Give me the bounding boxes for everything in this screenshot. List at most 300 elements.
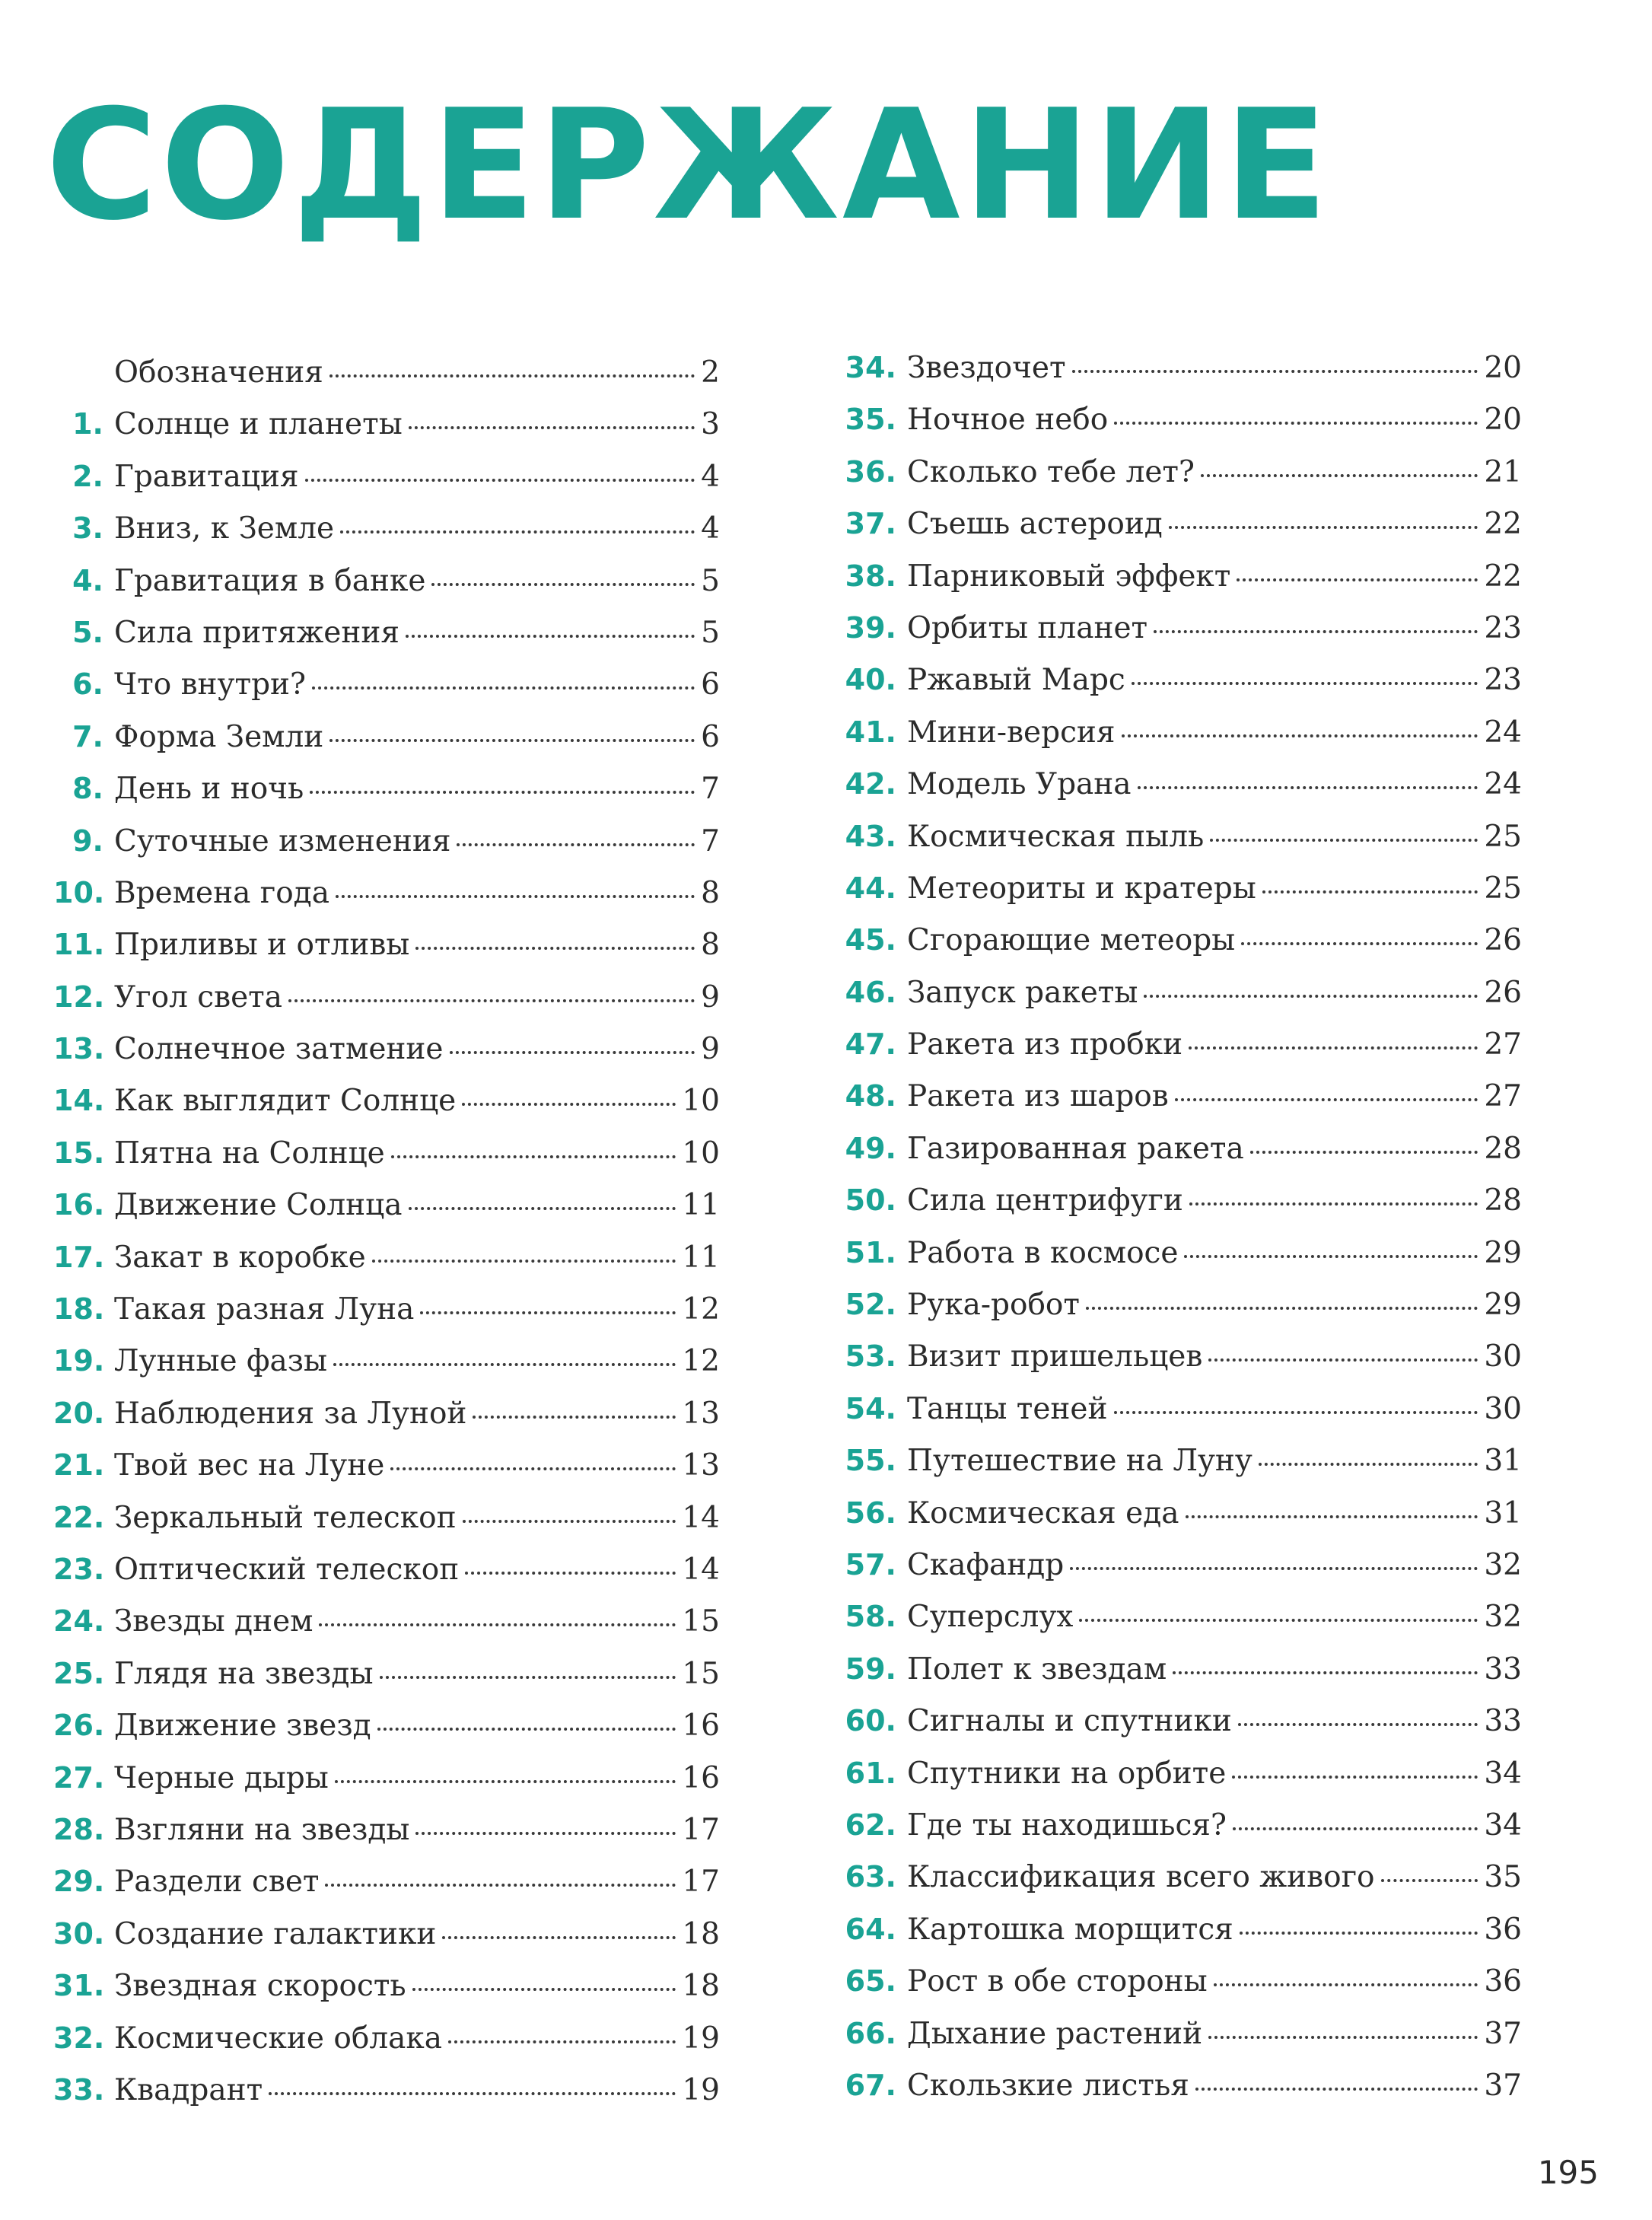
toc-entry-number: 63. [845,1860,896,1894]
dot-leader [1262,890,1479,893]
toc-entry-title: Ночное небо [907,403,1109,438]
toc-entry-title: Обозначения [114,355,323,390]
toc-entry-number: 32. [53,2021,105,2055]
toc-entry-title: Солнечное затмение [114,1032,444,1067]
toc-entry[interactable] [53,460,720,511]
toc-entry[interactable] [53,1865,720,1916]
toc-entry[interactable] [837,976,1522,1027]
toc-entry-number: 4. [72,563,103,597]
dot-leader [329,374,695,377]
toc-entry-number: 28. [53,1812,105,1846]
toc-entry-number: 10. [53,875,105,909]
toc-entry-title: Съешь астероид [907,507,1163,542]
toc-entry-number: 2. [72,459,103,493]
toc-entry-title: Рука-робот [907,1288,1080,1323]
toc-entry[interactable] [53,1657,720,1709]
toc-entry-title: Газированная ракета [907,1131,1244,1166]
toc-entry-page: 18 [682,1916,720,1951]
toc-entry[interactable] [53,1553,720,1604]
toc-entry[interactable] [53,1501,720,1553]
dot-leader [1070,1567,1478,1570]
toc-entry-number: 39. [845,610,896,645]
toc-entry-page: 29 [1484,1288,1522,1323]
toc-entry-title: Форма Земли [114,719,324,754]
toc-entry-title: Времена года [114,875,329,910]
toc-entry-number: 48. [845,1079,896,1113]
toc-entry-number: 14. [53,1084,105,1118]
toc-entry-number: 53. [845,1339,896,1374]
toc-entry-number: 44. [845,871,896,905]
toc-entry-page: 23 [1484,610,1522,645]
toc-entry-page: 26 [1484,975,1522,1010]
toc-entry-number: 54. [845,1391,896,1425]
toc-entry-title: Звездочет [907,351,1066,385]
toc-entry[interactable] [53,1709,720,1760]
toc-entry-title: Оптический телескоп [114,1552,460,1587]
toc-entry-title: Суперслух [907,1600,1074,1635]
toc-entry-number: 26. [53,1709,105,1743]
toc-entry-number: 7. [72,719,103,753]
toc-entry-title: Сила центрифуги [907,1183,1183,1218]
toc-entry[interactable] [837,559,1522,611]
dot-leader [1132,682,1479,685]
dot-leader [1232,1776,1478,1779]
toc-entry-title: Сгорающие метеоры [907,923,1236,958]
toc-entry-page: 27 [1484,1079,1522,1114]
toc-entry[interactable] [837,767,1522,819]
dot-leader [1259,1463,1478,1466]
toc-entry[interactable] [837,715,1522,767]
dot-leader [336,895,695,898]
dot-leader [462,1103,676,1106]
toc-entry-page: 7 [701,772,720,807]
toc-entry-number: 20. [53,1396,105,1430]
toc-entry-number: 30. [53,1916,105,1951]
toc-entry-number: 34. [845,351,896,384]
dot-leader [1154,630,1478,633]
toc-entry-number: 52. [845,1288,896,1322]
toc-entry-number: 51. [845,1235,896,1269]
dot-leader [431,583,695,586]
toc-entry[interactable] [53,1188,720,1240]
toc-entry-title: Сколько тебе лет? [907,454,1195,489]
toc-entry-title: Движение звезд [114,1709,371,1744]
dot-leader [465,1572,676,1575]
toc-entry[interactable] [837,1913,1522,1964]
toc-entry-title: Движение Солнца [114,1188,403,1223]
toc-entry[interactable] [837,1444,1522,1495]
toc-entry-number: 9. [72,823,103,858]
toc-entry-number: 5. [72,615,103,649]
toc-entry-title: Раздели свет [114,1865,320,1900]
toc-entry[interactable] [837,1964,1522,2016]
toc-entry-page: 25 [1484,819,1522,854]
toc-entry-number: 62. [845,1808,896,1842]
toc-entry-title: Путешествие на Луну [907,1444,1253,1479]
toc-entry-number: 27. [53,1760,105,1795]
dot-leader [473,1416,676,1419]
dot-leader [442,1936,676,1939]
toc-entry-title: Звездная скорость [114,1969,406,2004]
toc-left-column [53,355,720,2125]
dot-leader [1250,1151,1479,1154]
toc-entry[interactable] [837,611,1522,663]
toc-entry-page: 33 [1484,1704,1522,1739]
toc-entry[interactable] [53,1344,720,1396]
page-title: СОДЕРЖАНИЕ [46,77,1332,254]
toc-entry[interactable] [837,871,1522,923]
toc-entry-number: 42. [845,767,896,801]
toc-entry-page: 10 [682,1084,720,1119]
toc-entry-page: 27 [1484,1027,1522,1062]
toc-entry-title: Гравитация [114,459,299,494]
toc-entry-title: Визит пришельцев [907,1339,1203,1374]
toc-entry[interactable] [837,1339,1522,1391]
toc-entry-number: 58. [845,1600,896,1634]
toc-entry-number: 41. [845,715,896,749]
toc-entry-number: 40. [845,663,896,697]
dot-leader [1195,2088,1479,2091]
toc-entry-number: 36. [845,454,896,489]
toc-entry[interactable] [837,1860,1522,1912]
toc-entry-page: 12 [682,1292,720,1327]
toc-entry-number: 57. [845,1547,896,1581]
dot-leader [406,635,695,638]
toc-entry-title: Картошка морщится [907,1912,1233,1947]
toc-entry[interactable] [53,2021,720,2073]
dot-leader [1144,995,1478,998]
toc-entry[interactable] [53,616,720,667]
dot-leader [1072,370,1479,373]
toc-entry-page: 37 [1484,2016,1522,2051]
toc-entry[interactable] [837,1600,1522,1651]
toc-entry-number: 67. [845,2068,896,2102]
dot-leader [1114,422,1478,425]
toc-entry-title: Сила притяжения [114,615,399,650]
toc-entry[interactable] [837,1704,1522,1756]
toc-entry-page: 8 [701,875,720,910]
toc-entry-title: Спутники на орбите [907,1756,1227,1791]
toc-entry-number: 61. [845,1756,896,1790]
toc-entry-number: 60. [845,1704,896,1738]
dot-leader [1114,1411,1479,1414]
toc-entry-number: 65. [845,1964,896,1999]
toc-entry-number: 17. [53,1240,105,1274]
dot-leader [1122,734,1479,737]
dot-leader [1208,2036,1478,2039]
dot-leader [380,1676,676,1679]
toc-entry-page: 23 [1484,663,1522,698]
dot-leader [288,999,695,1002]
toc-entry[interactable] [837,1548,1522,1600]
toc-entry-page: 7 [701,823,720,858]
toc-entry-title: Что внутри? [114,667,306,702]
toc-entry-title: Полет к звездам [907,1651,1167,1686]
toc-entry-title: Как выглядит Солнце [114,1084,457,1119]
dot-leader [415,1832,676,1835]
toc-entry[interactable] [53,1969,720,2021]
toc-entry[interactable] [837,1757,1522,1808]
toc-entry-page: 20 [1484,403,1522,438]
dot-leader [319,1623,676,1626]
toc-entry[interactable] [53,980,720,1032]
toc-entry[interactable] [837,1236,1522,1288]
toc-entry[interactable] [53,720,720,772]
toc-entry-page: 32 [1484,1600,1522,1635]
toc-entry-page: 37 [1484,2068,1522,2103]
toc-entry[interactable] [837,1079,1522,1131]
toc-entry-page: 22 [1484,507,1522,542]
toc-entry-title: Метеориты и кратеры [907,871,1256,906]
toc-entry-title: Твой вес на Луне [114,1448,385,1483]
toc-entry[interactable] [837,403,1522,454]
toc-entry-title: Космические облака [114,2021,442,2056]
toc-entry-number: 66. [845,2016,896,2050]
toc-entry-page: 20 [1484,351,1522,385]
toc-entry-number: 18. [53,1292,105,1327]
toc-entry-page: 15 [682,1656,720,1691]
toc-entry-number: 8. [72,772,103,806]
toc-entry-page: 34 [1484,1808,1522,1843]
toc-entry-page: 19 [682,2021,720,2056]
dot-leader [340,530,695,534]
toc-entry[interactable] [53,564,720,616]
toc-entry-page: 14 [682,1500,720,1535]
toc-entry-number: 13. [53,1032,105,1066]
toc-entry-page: 25 [1484,871,1522,906]
toc-entry-title: Закат в коробке [114,1240,366,1275]
toc-entry-number: 56. [845,1495,896,1530]
toc-entry-page: 21 [1484,454,1522,489]
toc-entry-number: 31. [53,1969,105,2003]
toc-entry-page: 26 [1484,923,1522,958]
toc-entry[interactable] [837,1288,1522,1339]
dot-leader [1138,786,1479,789]
toc-entry[interactable] [837,507,1522,559]
toc-entry-title: Дыхание растений [907,2016,1203,2051]
dot-leader [1208,1358,1478,1362]
toc-entry[interactable] [53,1917,720,1969]
toc-entry[interactable] [837,663,1522,715]
toc-entry-page: 9 [701,1032,720,1067]
toc-entry-title: Где ты находишься? [907,1808,1227,1843]
dot-leader [1237,578,1478,581]
toc-entry-title: Звезды днем [114,1604,314,1639]
dot-leader [1189,1046,1478,1049]
toc-entry[interactable] [53,1761,720,1813]
toc-entry-page: 33 [1484,1651,1522,1686]
toc-entry-page: 18 [682,1969,720,2004]
dot-leader [1086,1307,1478,1310]
toc-entry-title: Космическая еда [907,1495,1179,1530]
toc-entry-title: Солнце и планеты [114,407,403,442]
toc-entry[interactable] [837,1183,1522,1235]
toc-entry-title: Пятна на Солнце [114,1135,385,1171]
dot-leader [1201,474,1478,477]
toc-entry-page: 8 [701,928,720,963]
toc-entry[interactable] [53,511,720,563]
dot-leader [391,1155,676,1158]
dot-leader [333,1363,676,1366]
toc-entry-title: Глядя на звезды [114,1656,374,1691]
dot-leader [310,791,695,794]
toc-entry-page: 13 [682,1396,720,1431]
toc-entry[interactable] [53,667,720,719]
toc-entry-page: 31 [1484,1444,1522,1479]
toc-entry[interactable] [53,1241,720,1292]
toc-entry[interactable] [53,1604,720,1656]
dot-leader [420,1311,676,1314]
toc-entry-title: Модель Урана [907,767,1132,802]
toc-entry-page: 30 [1484,1339,1522,1374]
toc-entry-title: Парниковый эффект [907,559,1231,594]
toc-entry[interactable] [53,2073,720,2125]
toc-entry[interactable] [837,1496,1522,1548]
toc-entry-number: 1. [72,407,103,441]
toc-entry-title: Зеркальный телескоп [114,1500,457,1535]
toc-entry-title: Орбиты планет [907,610,1148,645]
toc-entry-page: 12 [682,1344,720,1379]
dot-leader [325,1884,676,1887]
toc-entry-title: Лунные фазы [114,1344,328,1379]
toc-entry-page: 30 [1484,1391,1522,1426]
toc-entry-page: 36 [1484,1912,1522,1947]
toc-entry-page: 29 [1484,1235,1522,1270]
toc-entry-page: 17 [682,1865,720,1900]
toc-entry-number: 45. [845,923,896,957]
dot-leader [1241,942,1478,945]
toc-entry[interactable] [837,351,1522,403]
toc-entry-title: Ржавый Марс [907,663,1125,698]
toc-entry[interactable] [53,1292,720,1344]
toc-entry-title: Квадрант [114,2072,263,2107]
toc-entry-page: 4 [701,511,720,546]
dot-leader [1173,1671,1478,1674]
toc-entry-title: Рост в обе стороны [907,1964,1208,1999]
toc-entry[interactable] [53,1397,720,1448]
dot-leader [448,2040,676,2043]
toc-entry[interactable] [53,928,720,979]
toc-entry-title: Создание галактики [114,1916,437,1951]
toc-entry[interactable] [53,1032,720,1084]
toc-entry[interactable] [837,2069,1522,2120]
toc-entry[interactable] [53,1084,720,1135]
dot-leader [1214,1983,1479,1986]
toc-entry-page: 36 [1484,1964,1522,1999]
dot-leader [377,1728,676,1731]
toc-right-column [837,351,1522,2120]
toc-entry-page: 24 [1484,715,1522,750]
toc-entry-title: Вниз, к Земле [114,511,335,546]
toc-entry-title: Такая разная Луна [114,1292,415,1327]
toc-entry[interactable] [53,1136,720,1188]
toc-entry-title: Классификация всего живого [907,1860,1375,1895]
toc-entry[interactable] [837,1652,1522,1704]
dot-leader [450,1051,695,1054]
toc-entry-title: Наблюдения за Луной [114,1396,467,1431]
toc-entry-number: 29. [53,1865,105,1899]
dot-leader [1233,1827,1478,1830]
toc-entry[interactable] [837,820,1522,871]
toc-entry-page: 34 [1484,1756,1522,1791]
toc-entry[interactable] [837,2017,1522,2069]
toc-entry-number: 22. [53,1500,105,1534]
dot-leader [1184,1255,1478,1258]
toc-entry[interactable] [837,1808,1522,1860]
toc-entry[interactable] [837,923,1522,975]
toc-entry[interactable] [837,1392,1522,1444]
dot-leader [1240,1932,1479,1935]
page-number: 195 [1537,2154,1599,2191]
toc-entry-number: 16. [53,1188,105,1222]
dot-leader [1238,1723,1479,1726]
toc-entry-page: 11 [682,1188,720,1223]
dot-leader [457,843,695,846]
toc-entry-page: 14 [682,1552,720,1587]
toc-entry-title: Сигналы и спутники [907,1704,1232,1739]
toc-entry[interactable] [53,1448,720,1500]
toc-entry-page: 2 [701,355,720,390]
toc-entry-page: 13 [682,1448,720,1483]
toc-entry-number: 3. [72,511,103,546]
toc-entry-page: 32 [1484,1547,1522,1582]
toc-entry-title: Космическая пыль [907,819,1205,854]
toc-entry-page: 17 [682,1812,720,1847]
dot-leader [1186,1515,1479,1518]
toc-entry[interactable] [837,1132,1522,1183]
toc-entry-page: 16 [682,1760,720,1795]
toc-entry-title: Мини-версия [907,715,1116,750]
toc-entry-page: 22 [1484,559,1522,594]
dot-leader [1210,839,1478,842]
dot-leader [412,1988,676,1991]
dot-leader [415,947,695,950]
toc-entry-number: 47. [845,1027,896,1062]
toc-entry-title: Взгляни на звезды [114,1812,410,1847]
toc-entry-page: 28 [1484,1183,1522,1218]
dot-leader [305,479,695,482]
toc-entry-page: 15 [682,1604,720,1639]
dot-leader [312,686,695,690]
toc-entry-number: 55. [845,1444,896,1478]
toc-entry[interactable] [53,876,720,928]
toc-entry-page: 16 [682,1709,720,1744]
toc-entry-page: 6 [701,667,720,702]
dot-leader [390,1467,676,1470]
toc-entry-number: 23. [53,1552,105,1586]
toc-entry[interactable] [53,772,720,823]
toc-entry-title: Танцы теней [907,1391,1108,1426]
toc-entry[interactable] [53,824,720,876]
toc-entry-title: Гравитация в банке [114,563,426,598]
toc-entry-title: Суточные изменения [114,823,451,858]
toc-entry[interactable] [53,407,720,459]
toc-entry-number: 11. [53,928,105,962]
toc-entry[interactable] [53,355,720,407]
dot-leader [1175,1098,1479,1101]
toc-entry-number: 19. [53,1344,105,1378]
toc-entry-number: 24. [53,1604,105,1639]
toc-entry[interactable] [837,1027,1522,1079]
toc-entry-page: 5 [701,615,720,650]
toc-entry-number: 21. [53,1448,105,1483]
toc-entry-number: 12. [53,979,105,1014]
toc-entry-page: 9 [701,979,720,1014]
toc-entry[interactable] [53,1813,720,1865]
toc-entry[interactable] [837,455,1522,507]
toc-entry-page: 5 [701,563,720,598]
toc-entry-title: Черные дыры [114,1760,329,1795]
